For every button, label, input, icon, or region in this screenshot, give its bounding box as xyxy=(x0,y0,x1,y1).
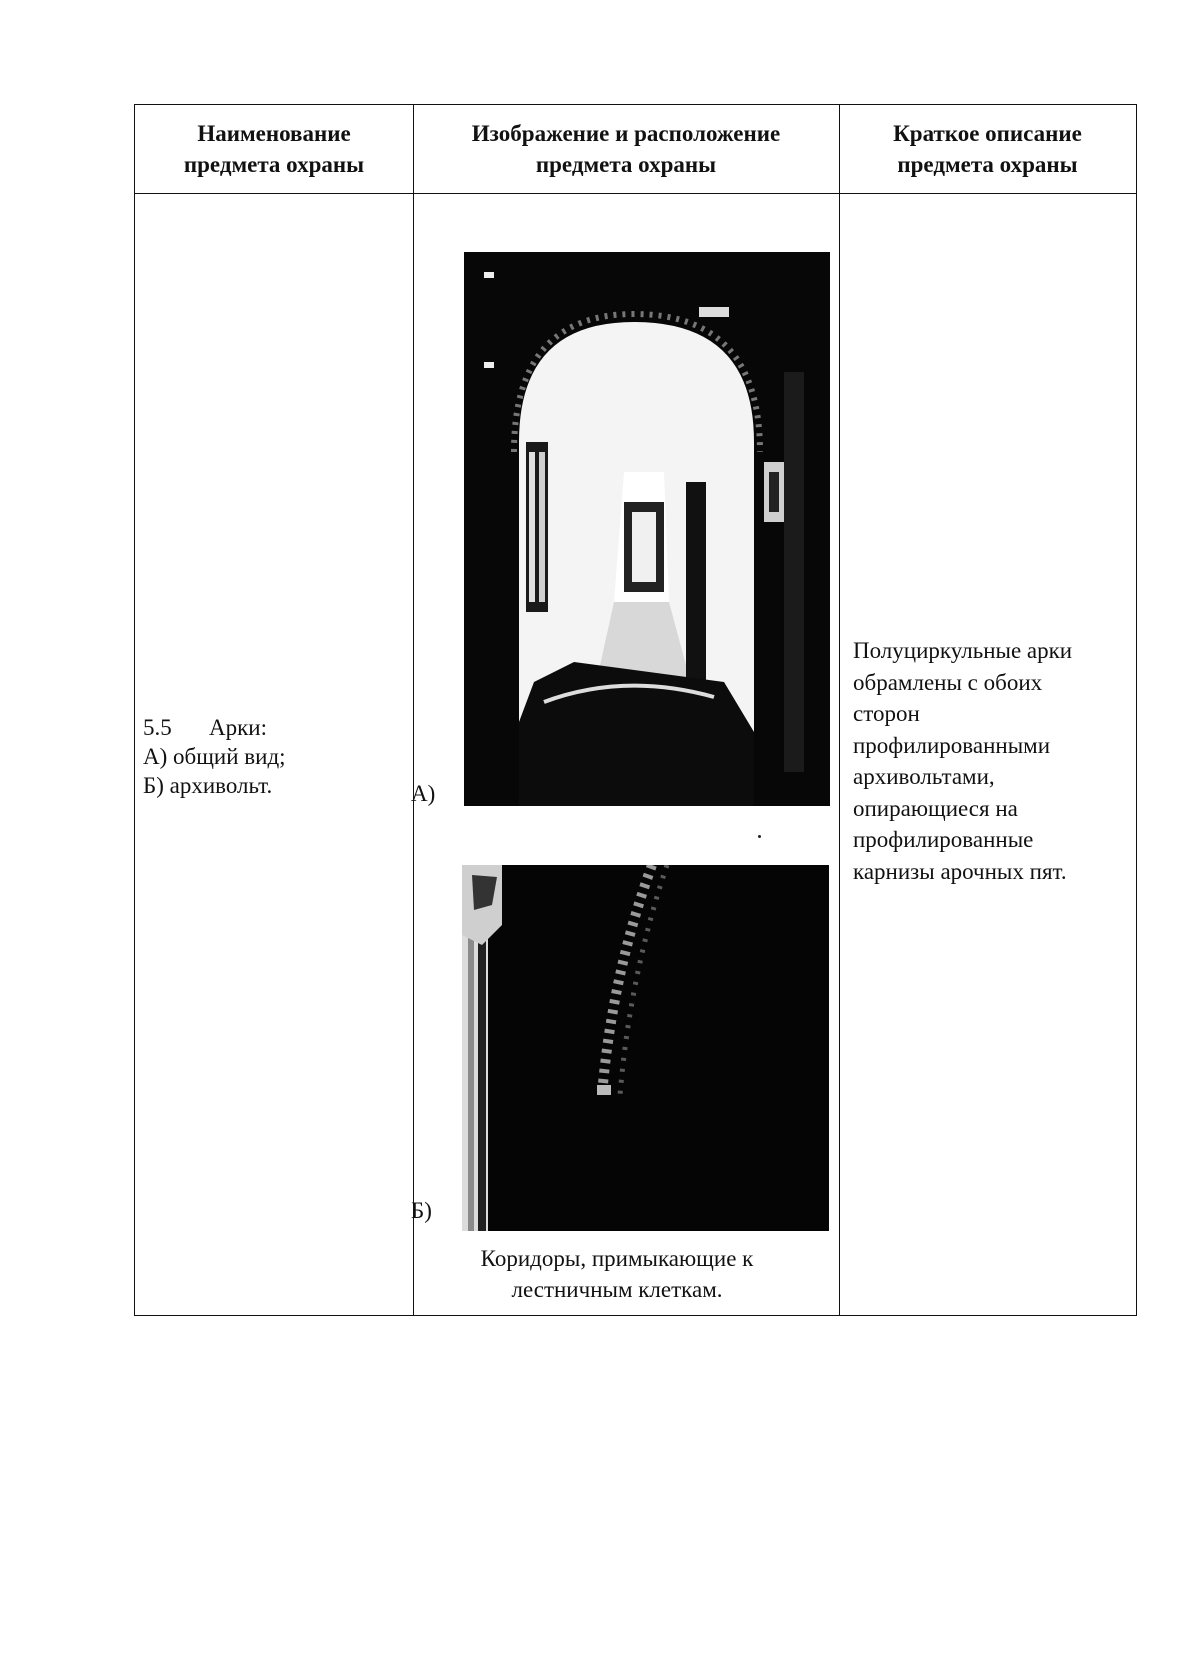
description-cell xyxy=(853,635,1133,887)
description-line: обрамлены с обоих xyxy=(853,669,1043,695)
header-image-line1: Изображение и расположение xyxy=(471,121,781,146)
column-divider-1 xyxy=(413,105,414,1315)
description-line: профилированными xyxy=(853,732,1051,758)
arch-corridor-illustration xyxy=(464,252,830,806)
item-sub-a: А) общий вид; xyxy=(143,744,286,769)
description-line: архивольтами, xyxy=(853,764,995,789)
header-name-line2: предмета охраны xyxy=(183,152,365,177)
header-image-line2: предмета охраны xyxy=(535,152,717,177)
description-line: карнизы арочных пят. xyxy=(853,858,1067,884)
column-divider-2 xyxy=(839,105,840,1315)
item-title: Арки: xyxy=(209,715,267,740)
header-description-line2: предмета охраны xyxy=(897,152,1078,177)
header-description xyxy=(839,105,1136,193)
archivolt-illustration xyxy=(462,865,829,1231)
photo-archivolt xyxy=(462,865,829,1231)
header-name-line1: Наименование xyxy=(197,121,351,146)
description-line: опирающиеся на xyxy=(853,795,1018,821)
photo-arch-general-view xyxy=(464,252,830,806)
scan-speck xyxy=(758,835,761,838)
item-name-cell xyxy=(143,713,403,800)
item-sub-b: Б) архивольт. xyxy=(143,773,273,798)
caption-line-1: Коридоры, примыкающие к xyxy=(480,1246,754,1271)
protection-subject-table xyxy=(134,104,1137,1316)
photo-caption xyxy=(435,1243,799,1305)
header-image xyxy=(413,105,839,193)
description-line: Полуциркульные арки xyxy=(853,638,1073,663)
header-name xyxy=(135,105,413,193)
header-divider xyxy=(135,193,1136,194)
photo-b-label: Б) xyxy=(411,1198,432,1223)
description-line: профилированные xyxy=(853,827,1034,852)
caption-line-2: лестничным клеткам. xyxy=(511,1277,723,1302)
description-line: сторон xyxy=(853,701,920,726)
item-number: 5.5 xyxy=(143,715,172,740)
photo-a-label: А) xyxy=(411,781,436,806)
header-description-line1: Краткое описание xyxy=(893,121,1082,146)
